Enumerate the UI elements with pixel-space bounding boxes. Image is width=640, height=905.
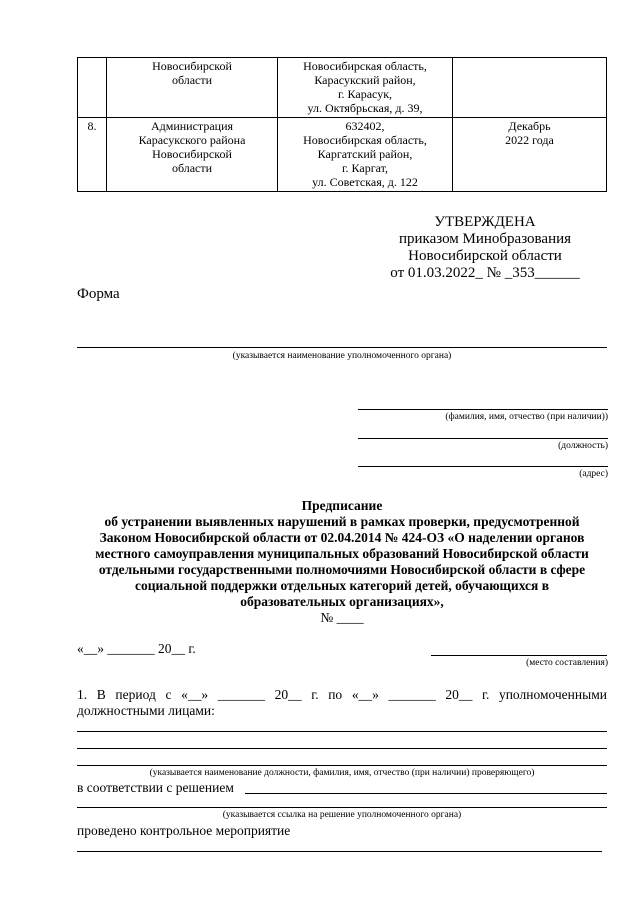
organization-address-line: ул. Советская, д. 122 <box>312 175 418 189</box>
organization-name-line: Новосибирской <box>152 147 232 161</box>
organization-address-line: Новосибирская область, <box>303 133 427 147</box>
period-word: по <box>328 687 343 702</box>
organization-address-line: ул. Октябрьская, д. 39, <box>307 101 423 115</box>
authority-name-line[interactable] <box>77 347 607 348</box>
period-word: В <box>96 687 106 702</box>
period-word: _______ <box>388 687 436 702</box>
addressee-position-hint: (должность) <box>558 441 608 451</box>
organization-address <box>278 58 453 118</box>
title-number: № ____ <box>320 610 364 625</box>
addressee-position-line[interactable] <box>358 438 608 439</box>
addressee-address-hint: (адрес) <box>579 469 608 479</box>
period-word: «__» <box>181 687 209 702</box>
control-label: проведено контрольное мероприятие <box>77 823 291 838</box>
organization-name-line: Карасукского района <box>138 133 246 147</box>
title-line: местного самоуправления муниципальных образований Новосибирской области <box>95 546 589 561</box>
inspection-date-line: Декабрь <box>508 119 551 133</box>
period-word: с <box>165 687 172 702</box>
authority-name-hint: (указывается наименование уполномоченного органа) <box>232 351 452 361</box>
title-line: отдельными государственными полномочиями Новосибирской области в сфере <box>98 562 586 577</box>
period-word: 20__ <box>445 687 473 702</box>
table-row <box>78 118 607 192</box>
officials-label: должностными лицами: <box>77 703 215 718</box>
issue-date: «__» _______ 20__ г. <box>77 641 196 656</box>
approval-line-2: приказом Минобразования <box>398 231 572 247</box>
organization-name-line: области <box>171 161 213 175</box>
organization-name-line: области <box>171 73 213 87</box>
title-line: социальной поддержки отдельных категорий детей, обучающихся в <box>134 578 550 593</box>
approval-line-4: от 01.03.2022_ № _353______ <box>390 265 580 281</box>
period-word: уполномоченными <box>498 687 607 702</box>
organization-name-line: Администрация <box>150 119 234 133</box>
title-line: об устранении выявленных нарушений в рамках проверки, предусмотренной <box>104 514 580 529</box>
organization-address-line: Каргатский район, <box>317 147 413 161</box>
organization-address <box>278 118 453 192</box>
inspector-hint: (указывается наименование должности, фамилия, имя, отчество (при наличии) проверяющего) <box>149 768 535 778</box>
organization-address-line: Новосибирская область, <box>303 59 427 73</box>
officials-line-1[interactable] <box>77 731 607 732</box>
row-number: 8. <box>78 118 107 192</box>
officials-line-3[interactable] <box>77 765 607 766</box>
organization-address-line: г. Каргат, <box>341 161 389 175</box>
period-word: период <box>115 687 156 702</box>
organizations-table <box>77 57 607 192</box>
decision-line-2[interactable] <box>77 807 607 808</box>
decision-hint: (указывается ссылка на решение уполномоченного органа) <box>222 810 462 820</box>
place-line[interactable] <box>431 655 607 656</box>
approval-line-1: УТВЕРЖДЕНА <box>434 214 536 230</box>
approval-line-3: Новосибирской области <box>408 248 562 264</box>
document-title <box>77 498 607 626</box>
control-line[interactable] <box>77 851 602 852</box>
period-word: г. <box>311 687 319 702</box>
addressee-fio-hint: (фамилия, имя, отчество (при наличии)) <box>445 412 608 422</box>
organization-name <box>107 58 278 118</box>
organization-name-line: Новосибирской <box>152 59 232 73</box>
period-word: «__» <box>351 687 379 702</box>
row-number <box>78 58 107 118</box>
organization-name <box>107 118 278 192</box>
period-word: 20__ <box>274 687 302 702</box>
title-line: Предписание <box>301 498 383 513</box>
title-line: образовательных организациях», <box>240 594 444 609</box>
table-row <box>78 58 607 118</box>
officials-line-2[interactable] <box>77 748 607 749</box>
period-word: г. <box>481 687 490 702</box>
organization-address-line: Карасукский район, <box>314 73 416 87</box>
addressee-fio-line[interactable] <box>358 409 608 410</box>
addressee-address-line[interactable] <box>358 466 608 467</box>
organization-address-line: 632402, <box>345 119 385 133</box>
inspection-date-line: 2022 года <box>505 133 554 147</box>
inspection-date <box>453 118 607 192</box>
period-line <box>77 687 607 703</box>
decision-line[interactable] <box>245 793 607 794</box>
decision-label: в соответствии с решением <box>77 780 234 795</box>
period-word: 1. <box>77 687 88 702</box>
approval-stamp <box>360 214 610 282</box>
title-line: Законом Новосибирской области от 02.04.2014 № 424-ОЗ «О наделении органов <box>99 530 585 545</box>
period-word: _______ <box>217 687 265 702</box>
form-label: Форма <box>77 286 120 302</box>
inspection-date <box>453 58 607 118</box>
organization-address-line: г. Карасук, <box>337 87 393 101</box>
place-hint: (место составления) <box>526 658 608 668</box>
